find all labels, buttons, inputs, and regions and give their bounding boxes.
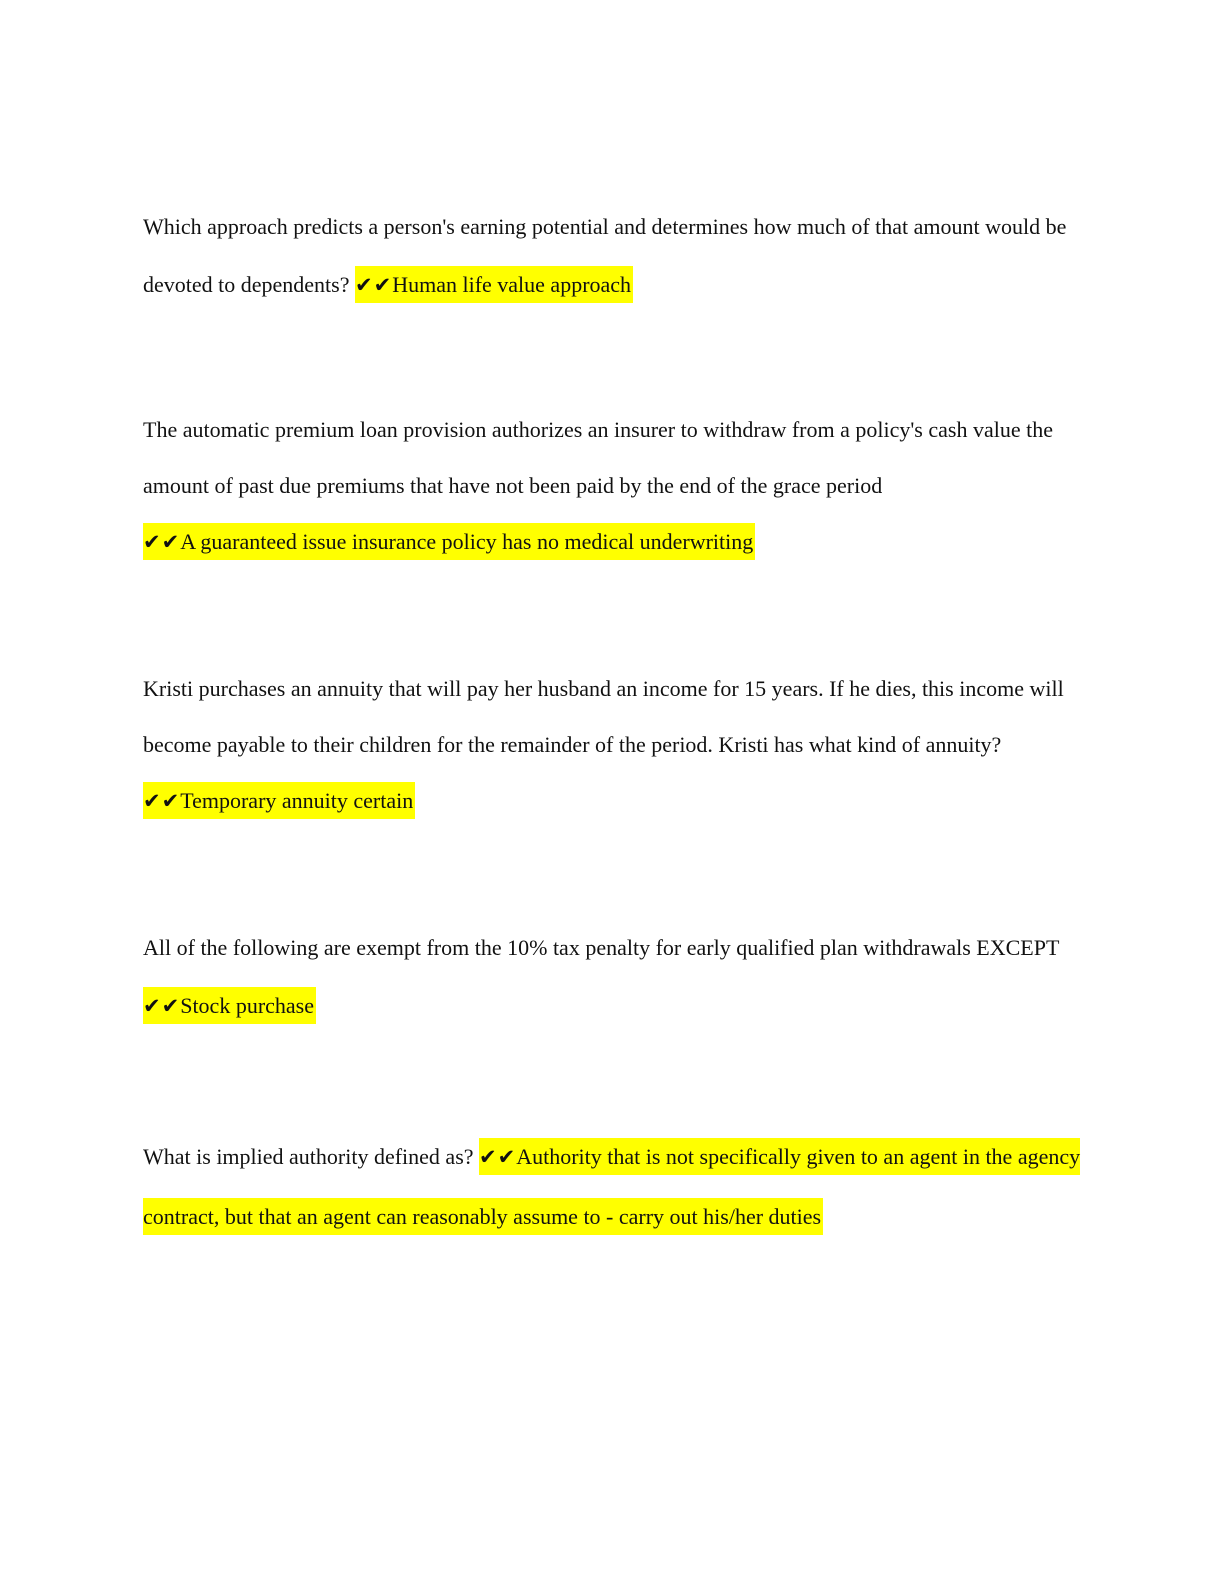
qa-item bbox=[143, 919, 1083, 1035]
qa-item bbox=[143, 661, 1083, 829]
answer-highlight bbox=[143, 782, 415, 819]
double-check-icon: ✔✔ bbox=[143, 530, 181, 554]
question-text: Which approach predicts a person's earning potential and determines how much of that amount would be devoted to dependents? bbox=[143, 214, 1067, 297]
qa-item bbox=[143, 402, 1083, 570]
question-text: The automatic premium loan provision authorizes an insurer to withdraw from a policy's cash value the amount of past due premiums that have not been paid by the end of the grace period bbox=[143, 417, 1053, 498]
qa-item bbox=[143, 1127, 1083, 1247]
answer-text: Authority that is not specifically given to an agent in the agency contract, but that an agent can reasonably assume to - carry out his/her duties bbox=[143, 1144, 1081, 1229]
answer-text: Stock purchase bbox=[180, 993, 314, 1018]
answer-highlight bbox=[143, 987, 316, 1024]
answer-text: A guaranteed issue insurance policy has no medical underwriting bbox=[180, 529, 754, 554]
answer-highlight bbox=[355, 266, 633, 303]
double-check-icon: ✔✔ bbox=[143, 994, 181, 1018]
question-text: Kristi purchases an annuity that will pay her husband an income for 15 years. If he dies, this income will become payable to their children for the remainder of the period. Kristi has what kind of annuity? bbox=[143, 676, 1064, 757]
qa-item bbox=[143, 198, 1083, 314]
double-check-icon: ✔✔ bbox=[143, 789, 181, 813]
answer-highlight bbox=[143, 523, 755, 560]
double-check-icon: ✔✔ bbox=[479, 1145, 517, 1169]
double-check-icon: ✔✔ bbox=[355, 273, 393, 297]
question-text: What is implied authority defined as? bbox=[143, 1144, 474, 1169]
question-text: All of the following are exempt from the 10% tax penalty for early qualified plan withdrawals EXCEPT bbox=[143, 935, 1060, 960]
answer-text: Temporary annuity certain bbox=[180, 788, 414, 813]
answer-text: Human life value approach bbox=[392, 272, 632, 297]
